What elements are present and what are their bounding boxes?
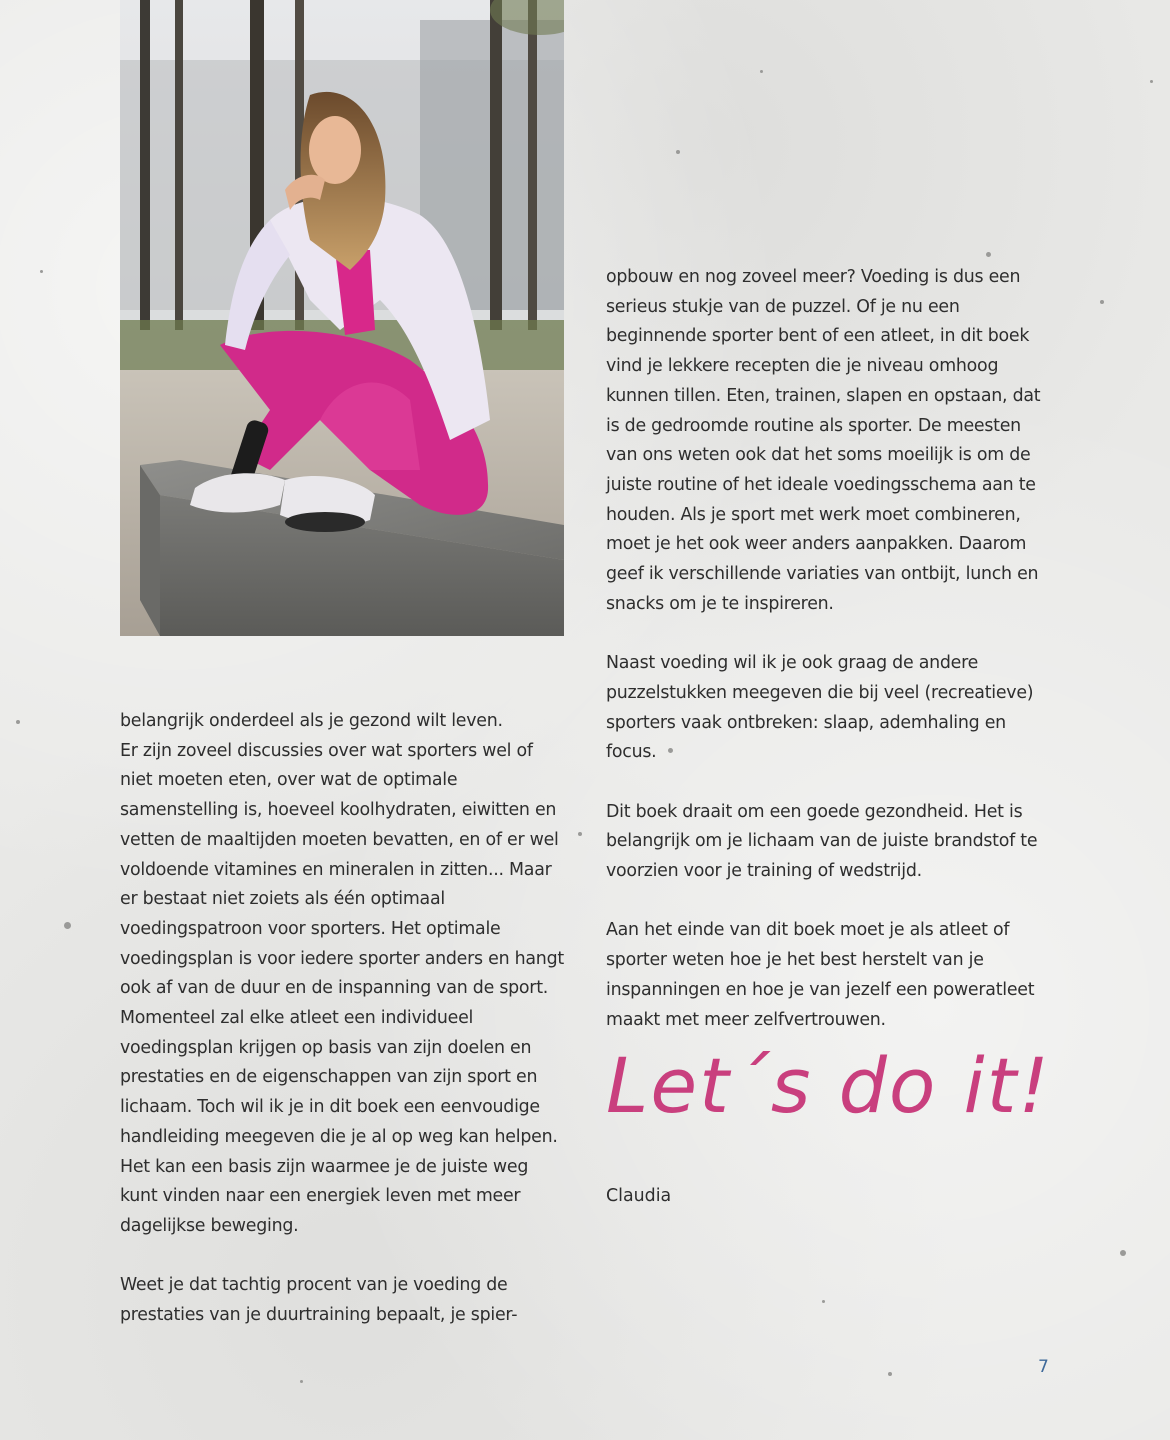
- tagline-heading: Let´s do it!: [606, 1041, 1051, 1130]
- left-paragraph-1: belangrijk onderdeel als je gezond wilt leven.: [120, 711, 503, 731]
- left-text-column: [120, 707, 566, 1331]
- right-paragraph-3: Dit boek draait om een goede gezondheid. Het is belangrijk om je lichaam van de juiste brandstof te voorzien voor je training of wedstrijd.: [606, 801, 1038, 882]
- author-signature: Claudia: [606, 1186, 672, 1206]
- right-text-column: [606, 263, 1056, 1035]
- right-paragraph-4: Aan het einde van dit boek moet je als atleet of sporter weten hoe je het best herstelt van je inspanningen en hoe je van jezelf een poweratleet maakt met meer zelfvertrouwen.: [606, 920, 1035, 1030]
- right-paragraph-1: opbouw en nog zoveel meer? Voeding is dus een serieus stukje van de puzzel. Of je nu een beginnende sporter bent of een atleet, in dit boek vind je lekkere recepten die je niveau omhoog kunnen tillen. Eten, trainen, slapen en opstaan, dat is de gedroomde routine als sporter. De meesten van ons weten ook dat het soms moeilijk is om de juiste routine of het ideale voedingsschema aan te houden. Als je sport met werk moet combineren, moet je het ook weer anders aanpakken. Daarom geef ik verschillende variaties van ontbijt, lunch en snacks om je te inspireren.: [606, 267, 1041, 614]
- hero-photo: [120, 0, 564, 636]
- page-number: 7: [1038, 1357, 1049, 1377]
- right-paragraph-2: Naast voeding wil ik je ook graag de andere puzzelstukken meegeven die bij veel (recreatieve) sporters vaak ontbreken: slaap, ademhaling en focus.: [606, 653, 1034, 763]
- left-paragraph-4: Weet je dat tachtig procent van je voeding de prestaties van je duurtraining bepaalt, je spier-: [120, 1275, 518, 1326]
- left-paragraph-2: Er zijn zoveel discussies over wat sporters wel of niet moeten eten, over wat de optimale samenstelling is, hoeveel koolhydraten, eiwitten en vetten de maaltijden moeten bevatten, en of er wel voldoende vitamines en mineralen in zitten... Maar er bestaat niet zoiets als één optimaal voedingspatroon voor sporters. Het optimale voedingsplan is voor iedere sporter anders en hangt ook af van de duur en de inspanning van de sport.: [120, 740, 564, 999]
- left-paragraph-3: Momenteel zal elke atleet een individueel voedingsplan krijgen op basis van zijn doelen en prestaties en de eigenschappen van zijn sport en lichaam. Toch wil ik je in dit boek een eenvoudige handleiding meegeven die je al op weg kan helpen. Het kan een basis zijn waarmee je de juiste weg kunt vinden naar een energiek leven met meer dagelijkse beweging.: [120, 1008, 558, 1236]
